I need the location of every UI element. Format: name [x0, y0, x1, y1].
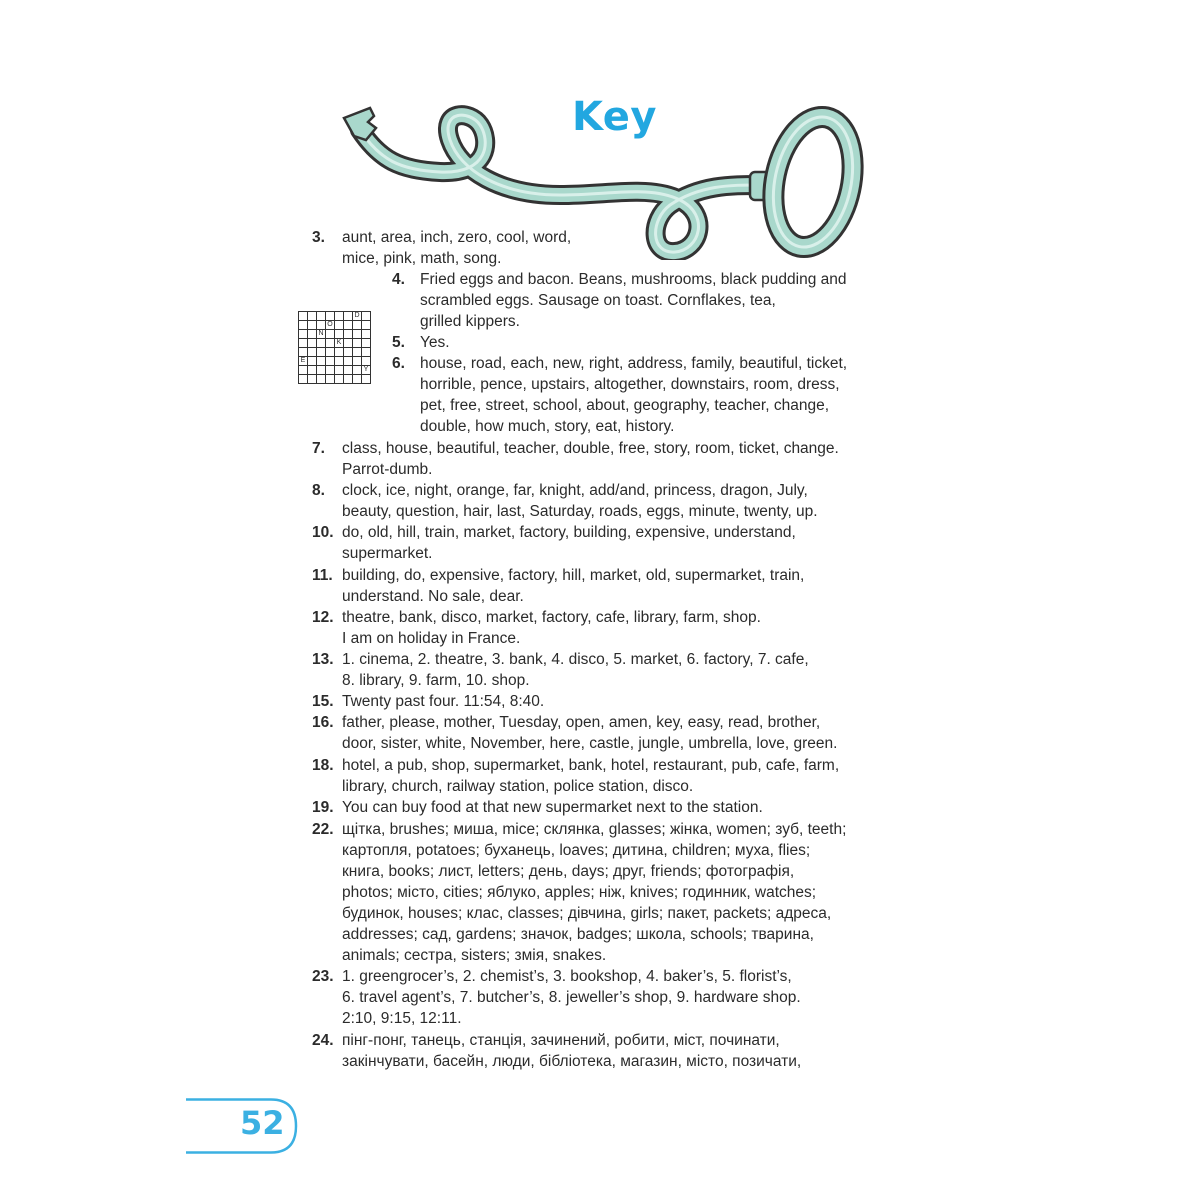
- grid-cell: [299, 366, 308, 375]
- entry-13: 13. 1. cinema, 2. theatre, 3. bank, 4. disco, 5. market, 6. factory, 7. cafe, 8. library, 9. farm, 10. shop.: [312, 651, 809, 689]
- grid-cell: [308, 312, 317, 321]
- entry-10: 10. do, old, hill, train, market, factory, building, expensive, understand, supermarket.: [312, 524, 796, 562]
- grid-cell: [326, 357, 335, 366]
- grid-cell: [335, 330, 344, 339]
- grid-cell: [317, 357, 326, 366]
- grid-cell: [344, 366, 353, 375]
- page-title: Key: [572, 94, 657, 140]
- grid-cell: N: [318, 330, 324, 337]
- entry-4: 4. Fried eggs and bacon. Beans, mushrooms, black pudding and scrambled eggs. Sausage on toast. Cornflakes, tea, grilled kippers.: [392, 271, 847, 330]
- grid-cell: D: [354, 312, 360, 319]
- grid-cell: [344, 330, 353, 339]
- entry-23: 23. 1. greengrocer’s, 2. chemist’s, 3. bookshop, 4. baker’s, 5. florist’s, 6. travel agent’s, 7. butcher’s, 8. jeweller’s shop, 9. hardware shop. 2:10, 9:15, 12:11.: [312, 968, 801, 1027]
- entry-7: 7. class, house, beautiful, teacher, double, free, story, room, ticket, change. Parrot-dumb.: [312, 440, 839, 478]
- grid-cell: [299, 348, 308, 357]
- grid-cell: [344, 321, 353, 330]
- grid-cell: [308, 321, 317, 330]
- grid-cell: [362, 348, 371, 357]
- entry-3: 3. aunt, area, inch, zero, cool, word, mice, pink, math, song.: [312, 229, 572, 267]
- entry-18: 18. hotel, a pub, shop, supermarket, bank, hotel, restaurant, pub, cafe, farm, library, church, railway station, police station, disco.: [312, 757, 840, 795]
- grid-cell: Y: [362, 366, 371, 375]
- grid-cell: [362, 357, 371, 366]
- grid-cell: [344, 375, 353, 384]
- grid-cell: [335, 375, 344, 384]
- grid-cell: [299, 339, 308, 348]
- grid-cell: [317, 312, 326, 321]
- grid-cell: K: [335, 339, 344, 348]
- entry-8: 8. clock, ice, night, orange, far, knight, add/and, princess, dragon, July, beauty, question, hair, last, Saturday, roads, eggs, minute, twenty, up.: [312, 482, 818, 520]
- grid-cell: [326, 366, 335, 375]
- entry-6: 6. house, road, each, new, right, address, family, beautiful, ticket, horrible, pence, upstairs, altogether, downstairs, room, dress, pet, free, street, school, about, geography, teacher, change, double, how much, story, eat, history.: [392, 355, 848, 435]
- grid-cell: [335, 321, 344, 330]
- grid-cell: [326, 330, 335, 339]
- grid-cell: [308, 366, 317, 375]
- grid-cell: [326, 312, 335, 321]
- grid-cell: [344, 312, 353, 321]
- entry-19: 19. You can buy food at that new supermarket next to the station.: [312, 799, 763, 816]
- grid-cell: [353, 366, 362, 375]
- grid-cell: [308, 357, 317, 366]
- grid-cell: [326, 348, 335, 357]
- grid-cell: [344, 348, 353, 357]
- grid-cell: [362, 375, 371, 384]
- grid-cell: [299, 321, 308, 330]
- entry-11: 11. building, do, expensive, factory, hill, market, old, supermarket, train, understand. No sale, dear.: [312, 567, 805, 605]
- grid-cell: [317, 339, 326, 348]
- entry-15: 15. Twenty past four. 11:54, 8:40.: [312, 693, 545, 710]
- grid-cell: [299, 330, 308, 339]
- grid-cell: [308, 330, 317, 339]
- grid-cell: O: [327, 321, 333, 328]
- grid-cell: [362, 312, 371, 321]
- grid-cell: [308, 339, 317, 348]
- grid-cell: [335, 366, 344, 375]
- grid-cell: [362, 339, 371, 348]
- grid-cell: [335, 312, 344, 321]
- grid-cell: [317, 366, 326, 375]
- grid-cell: [317, 375, 326, 384]
- grid-cell: [353, 321, 362, 330]
- grid-cell: [326, 375, 335, 384]
- grid-cell: [362, 330, 371, 339]
- grid-cell: [344, 339, 353, 348]
- grid-cell: [326, 339, 335, 348]
- grid-cell: E: [299, 357, 308, 366]
- grid-cell: [353, 375, 362, 384]
- puzzle-grid: [298, 311, 371, 384]
- entry-24: 24. пінг-понг, танець, станція, зачинений, робити, міст, починати, закінчувати, басейн, люди, бібліотека, магазин, місто, позичати,: [312, 1032, 802, 1070]
- grid-cell: [353, 339, 362, 348]
- entry-22: 22. щітка, brushes; миша, mice; склянка, glasses; жінка, women; зуб, teeth; картопля, potatoes; буханець, loaves; дитина, children; муха, flies; книга, books; лист, letters; день, days; друг, friends; фотографія, photos; місто, cities; яблуко, apples; ніж, knives; годинник, watches; будинок, houses; клас, classes; дівчина, girls; пакет, packets; адреса, addresses; сад, gardens; значок, badges; школа, schools; тварина, animals; сестра, sisters; змія, snakes.: [312, 821, 847, 964]
- grid-cell: [317, 348, 326, 357]
- entry-16: 16. father, please, mother, Tuesday, open, amen, key, easy, read, brother, door, sister, white, November, here, castle, jungle, umbrella, love, green.: [312, 714, 838, 752]
- grid-cell: [344, 357, 353, 366]
- grid-cell: [335, 348, 344, 357]
- grid-cell: [362, 321, 371, 330]
- grid-cell: [317, 321, 326, 330]
- entry-12: 12. theatre, bank, disco, market, factory, cafe, library, farm, shop. I am on holiday in France.: [312, 609, 761, 647]
- grid-cell: [353, 330, 362, 339]
- page-number: 52: [240, 1104, 285, 1142]
- entry-5: 5. Yes.: [392, 334, 450, 351]
- grid-cell: [353, 348, 362, 357]
- grid-cell: [353, 357, 362, 366]
- grid-cell: [299, 375, 308, 384]
- grid-cell: [308, 375, 317, 384]
- grid-cell: [299, 312, 308, 321]
- grid-cell: [308, 348, 317, 357]
- grid-cell: [335, 357, 344, 366]
